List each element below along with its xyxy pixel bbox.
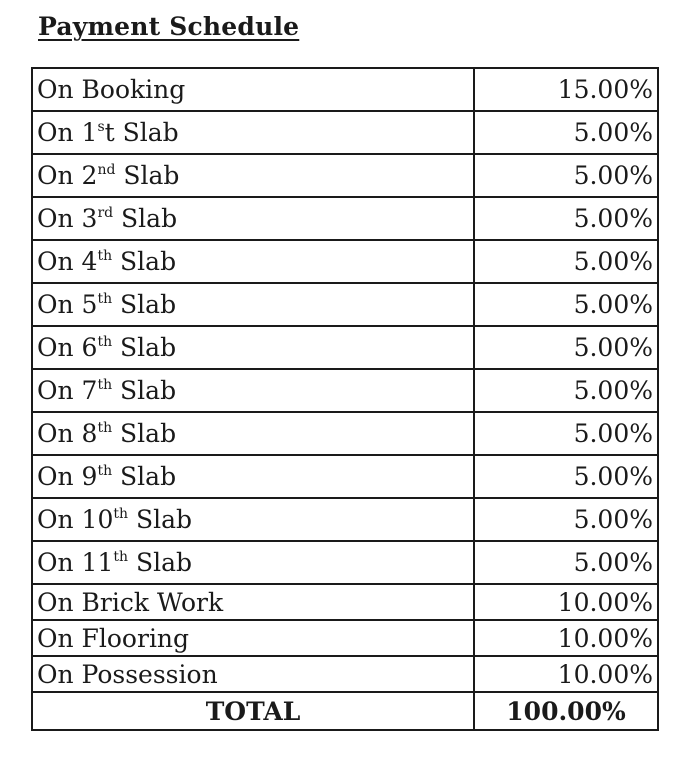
row-value: 5.00% — [474, 197, 658, 240]
table-row — [32, 584, 658, 620]
row-value: 5.00% — [474, 455, 658, 498]
table-row — [32, 240, 658, 283]
row-label: On 9th Slab — [32, 455, 474, 498]
row-label: On Booking — [32, 68, 474, 111]
table-row — [32, 369, 658, 412]
table-row — [32, 283, 658, 326]
row-label: On 11th Slab — [32, 541, 474, 584]
row-label: On 10th Slab — [32, 498, 474, 541]
row-value: 5.00% — [474, 369, 658, 412]
row-label: On 2nd Slab — [32, 154, 474, 197]
table-row — [32, 620, 658, 656]
table-row — [32, 498, 658, 541]
row-value: 5.00% — [474, 111, 658, 154]
row-value: 5.00% — [474, 326, 658, 369]
row-label: On Flooring — [32, 620, 474, 656]
total-label: TOTAL — [32, 692, 474, 730]
row-value: 10.00% — [474, 656, 658, 692]
total-row — [32, 692, 658, 730]
row-label: On 6th Slab — [32, 326, 474, 369]
row-label: On Possession — [32, 656, 474, 692]
row-value: 15.00% — [474, 68, 658, 111]
row-label: On 8th Slab — [32, 412, 474, 455]
row-label: On 1$^s$t Slab — [32, 111, 474, 154]
row-value: 5.00% — [474, 283, 658, 326]
row-label: On 4th Slab — [32, 240, 474, 283]
table-row — [32, 197, 658, 240]
table-row — [32, 455, 658, 498]
row-value: 5.00% — [474, 240, 658, 283]
row-value: 10.00% — [474, 620, 658, 656]
table-row — [32, 111, 658, 154]
row-value: 5.00% — [474, 154, 658, 197]
total-value: 100.00% — [474, 692, 658, 730]
row-value: 5.00% — [474, 541, 658, 584]
row-label: On 7th Slab — [32, 369, 474, 412]
table-row — [32, 656, 658, 692]
table-row — [32, 541, 658, 584]
page-title: Payment Schedule — [38, 12, 300, 41]
row-label: On 3rd Slab — [32, 197, 474, 240]
table-row — [32, 412, 658, 455]
row-label: On Brick Work — [32, 584, 474, 620]
row-label: On 5th Slab — [32, 283, 474, 326]
row-value: 5.00% — [474, 412, 658, 455]
table-row — [32, 154, 658, 197]
table-row — [32, 68, 658, 111]
payment-schedule-table — [31, 67, 659, 731]
table-row — [32, 326, 658, 369]
row-value: 10.00% — [474, 584, 658, 620]
row-value: 5.00% — [474, 498, 658, 541]
